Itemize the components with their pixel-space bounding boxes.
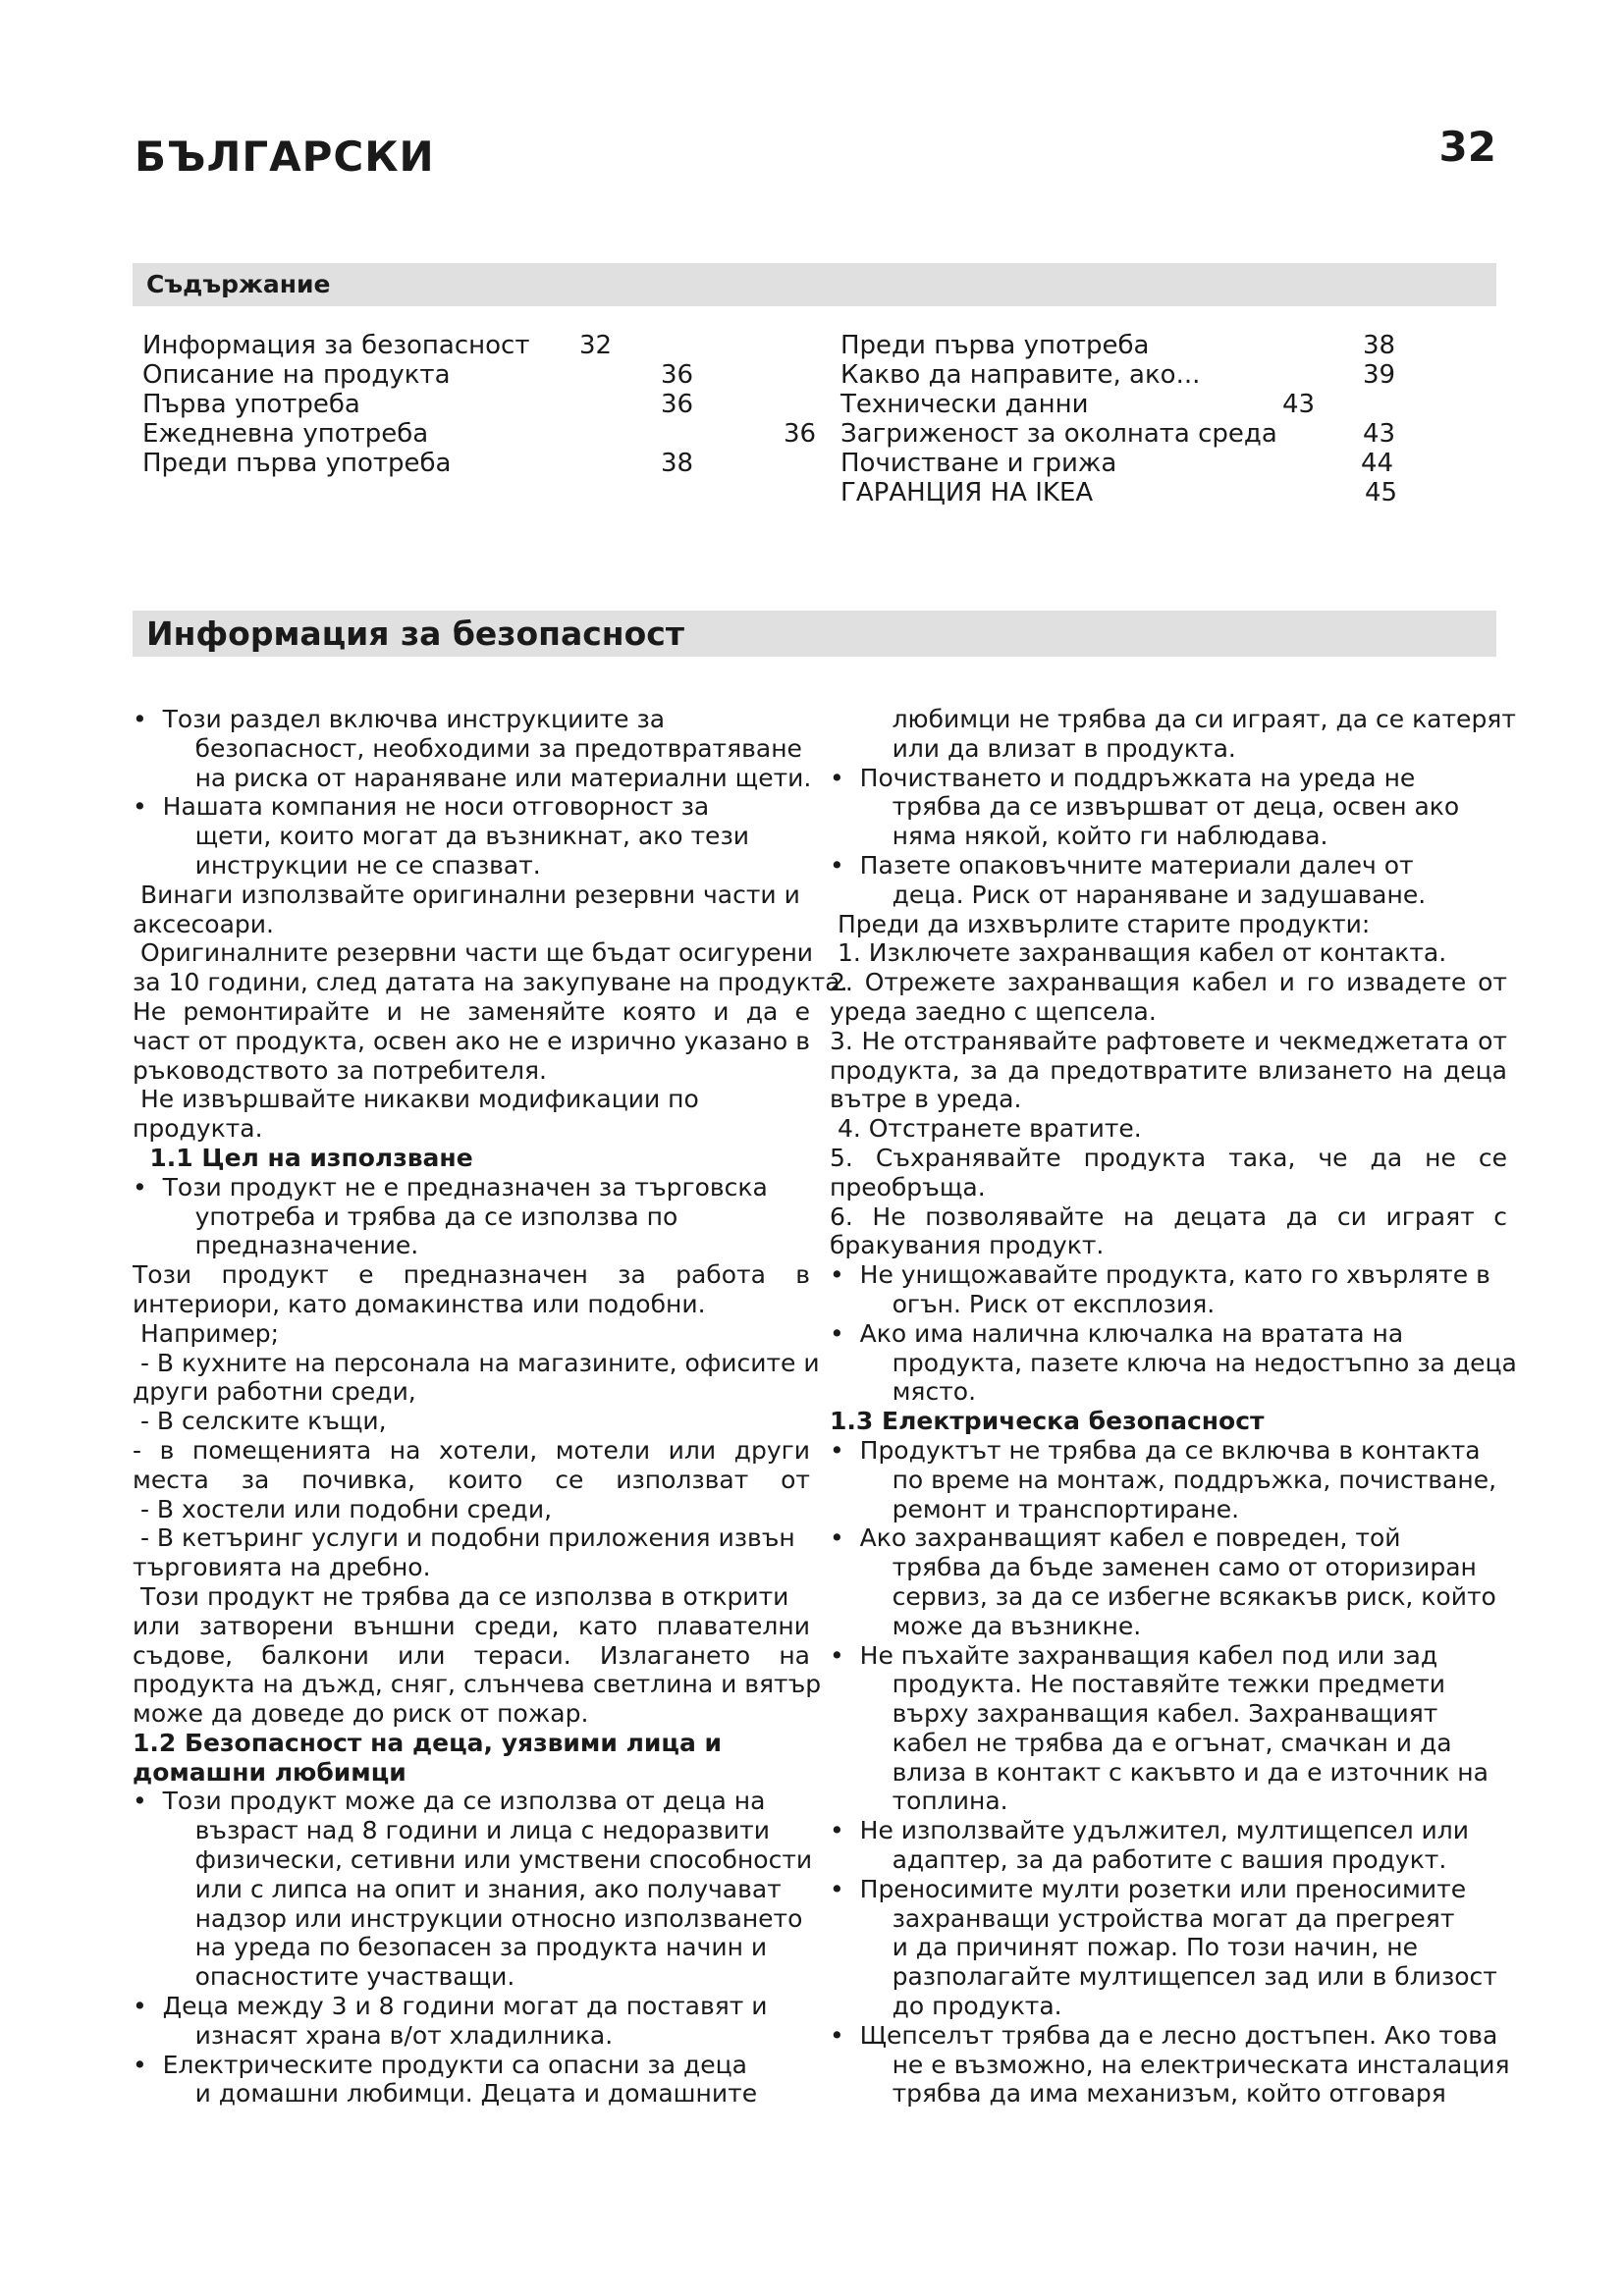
- text-line: • Нашата компания не носи отговорност за: [133, 792, 710, 822]
- text-line: вътре в уреда.: [830, 1085, 1022, 1114]
- text-line: или затворени външни среди, като плавателни: [133, 1611, 810, 1640]
- toc-entry[interactable]: [142, 419, 820, 449]
- text-line: за 10 години, след датата на закупуване на продукта.: [133, 968, 848, 997]
- text-line: сервиз, за да се избегне всякакъв риск, който: [830, 1581, 1496, 1611]
- text-line: безопасност, необходими за предотвратяване: [133, 733, 802, 763]
- text-line: 1. Изключете захранващия кабел от контакта.: [830, 938, 1447, 968]
- text-line: огън. Риск от експлозия.: [830, 1289, 1216, 1318]
- text-line: няма някой, който ги наблюдава.: [830, 822, 1328, 851]
- toc-entry-page: 36: [661, 360, 694, 390]
- toc-entry-label: ГАРАНЦИЯ НА IKEA: [840, 478, 1094, 507]
- toc-entry[interactable]: [840, 331, 1400, 360]
- safety-text-left-column: [133, 705, 848, 2109]
- text-line: други работни среди,: [133, 1377, 416, 1407]
- text-line: - В кетъринг услуги и подобни приложения извън: [133, 1523, 795, 1553]
- text-line: Не ремонтирайте и не заменяйте която и да е: [133, 996, 810, 1026]
- text-line: любимци не трябва да си играят, да се катерят: [830, 705, 1516, 733]
- text-line: по време на монтаж, поддръжка, почистване,: [830, 1465, 1497, 1494]
- text-line: • Пазете опаковъчните материали далеч от: [830, 850, 1414, 880]
- text-line: място.: [830, 1377, 977, 1407]
- subsection-heading: 1.3 Електрическа безопасност: [830, 1407, 1265, 1436]
- text-line: • Този раздел включва инструкциите за: [133, 705, 666, 733]
- text-line: щети, които могат да възникнат, ако тези: [133, 822, 749, 851]
- text-line: Този продукт е предназначен за работа в: [133, 1260, 810, 1290]
- subsection-heading: 1.2 Безопасност на деца, уязвими лица и: [133, 1728, 723, 1757]
- text-line: деца. Риск от нараняване и задушаване.: [830, 880, 1427, 909]
- text-line: 3. Не отстранявайте рафтовете и чекмеджетата от: [830, 1026, 1507, 1055]
- toc-entry-page: 38: [661, 449, 694, 478]
- safety-text-right-column: [830, 705, 1517, 2109]
- text-line: влиза в контакт с какъвто и да е източник на: [830, 1757, 1489, 1787]
- text-line: • Не използвайте удължител, мултищепсел или: [830, 1816, 1469, 1845]
- toc-entry[interactable]: [840, 449, 1400, 478]
- toc-entry[interactable]: [840, 419, 1400, 449]
- toc-entry[interactable]: [142, 360, 692, 390]
- text-line: • Ако има налична ключалка на вратата на: [830, 1318, 1404, 1348]
- language-heading: БЪЛГАРСКИ: [135, 133, 435, 181]
- toc-entry-page: 43: [1363, 419, 1396, 449]
- toc-entry-page: 36: [784, 419, 817, 449]
- text-line: върху захранващия кабел. Захранващият: [830, 1699, 1438, 1729]
- text-line: физически, сетивни или умствени способности: [133, 1845, 813, 1875]
- text-line: употреба и трябва да се използва по: [133, 1201, 678, 1231]
- toc-entry-label: Преди първа употреба: [840, 331, 1150, 360]
- text-line: изнасят храна в/от хладилника.: [133, 2020, 614, 2050]
- text-line: захранващи устройства могат да прегреят: [830, 1903, 1455, 1933]
- text-line: • Този продукт не е предназначен за търговска: [133, 1172, 768, 1201]
- text-line: Не извършвайте никакви модификации по: [133, 1085, 699, 1114]
- text-line: или да влизат в продукта.: [830, 733, 1236, 763]
- text-line: бракувания продукт.: [830, 1231, 1105, 1260]
- text-line: ръководството за потребителя.: [133, 1055, 547, 1085]
- toc-entry-label: Преди първа употреба: [142, 449, 452, 478]
- text-line: • Този продукт може да се използва от деца на: [133, 1787, 766, 1816]
- text-line: може да възникне.: [830, 1611, 1142, 1640]
- text-line: • Преносимите мулти розетки или преносимите: [830, 1874, 1467, 1903]
- subsection-heading: домашни любимци: [133, 1757, 406, 1787]
- text-line: 2. Отрежете захранващия кабел и го извадете от: [830, 968, 1507, 997]
- page-number: 32: [1438, 123, 1496, 171]
- text-line: ремонт и транспортиране.: [830, 1494, 1240, 1523]
- toc-title: Съдържание: [146, 270, 331, 298]
- text-line: 4. Отстранете вратите.: [830, 1114, 1142, 1144]
- toc-entry[interactable]: [840, 390, 1400, 419]
- text-line: - В селските къщи,: [133, 1407, 387, 1436]
- text-line: аксесоари.: [133, 909, 274, 938]
- text-line: Например;: [133, 1318, 280, 1348]
- text-line: продукта на дъжд, сняг, слънчева светлина и вятър: [133, 1670, 822, 1699]
- text-line: • Ако захранващият кабел е повреден, той: [830, 1523, 1401, 1553]
- text-line: и да причинят пожар. По този начин, не: [830, 1933, 1418, 1962]
- text-line: • Не унищожавайте продукта, като го хвърляте в: [830, 1260, 1490, 1290]
- text-line: - в помещенията на хотели, мотели или други: [133, 1435, 810, 1465]
- safety-section-title: Информация за безопасност: [146, 614, 684, 653]
- toc-entry-page: 36: [661, 390, 694, 419]
- text-line: трябва да има механизъм, който отговаря: [830, 2079, 1446, 2109]
- text-line: уреда заедно с щепсела.: [830, 996, 1157, 1026]
- toc-entry[interactable]: [142, 449, 692, 478]
- toc-entry-label: Информация за безопасност: [142, 331, 530, 360]
- toc-entry-label: Почистване и грижа: [840, 449, 1117, 478]
- text-line: част от продукта, освен ако не е изрично указано в: [133, 1026, 810, 1055]
- text-line: трябва да бъде заменен само от оторизиран: [830, 1553, 1477, 1582]
- text-line: Този продукт не трябва да се използва в открити: [133, 1581, 789, 1611]
- text-line: преобръща.: [830, 1172, 986, 1201]
- text-line: и домашни любимци. Децата и домашните: [133, 2079, 758, 2109]
- text-line: продукта, пазете ключа на недостъпно за деца: [830, 1348, 1517, 1377]
- toc-entry-label: Технически данни: [840, 390, 1089, 419]
- text-line: предназначение.: [133, 1231, 419, 1260]
- toc-entry-page: 32: [579, 331, 613, 360]
- text-line: • Деца между 3 и 8 години могат да поставят и: [133, 1992, 768, 2021]
- subsection-heading: 1.1 Цел на използване: [133, 1143, 473, 1172]
- text-line: може да доведе до риск от пожар.: [133, 1699, 589, 1729]
- toc-entry-page: 43: [1282, 390, 1316, 419]
- toc-entry[interactable]: [142, 390, 692, 419]
- text-line: опасностите участващи.: [133, 1962, 515, 1992]
- text-line: • Електрическите продукти са опасни за деца: [133, 2050, 747, 2079]
- text-line: - В хостели или подобни среди,: [133, 1494, 553, 1523]
- toc-entry-page: 44: [1361, 449, 1394, 478]
- toc-header-bar: [133, 263, 1496, 306]
- text-line: инструкции не се спазват.: [133, 850, 541, 880]
- text-line: топлина.: [830, 1787, 1008, 1816]
- text-line: продукта, за да предотвратите влизането на деца: [830, 1055, 1507, 1085]
- toc-entry[interactable]: [840, 360, 1400, 390]
- text-line: 6. Не позволявайте на децата да си играят с: [830, 1201, 1507, 1231]
- text-line: продукта. Не поставяйте тежки предмети: [830, 1670, 1446, 1699]
- text-line: надзор или инструкции относно използването: [133, 1903, 803, 1933]
- text-line: до продукта.: [830, 1992, 1062, 2021]
- text-line: съдове, балкони или тераси. Излагането на: [133, 1640, 810, 1670]
- text-line: възраст над 8 години и лица с недоразвити: [133, 1816, 770, 1845]
- toc-entry-page: 38: [1363, 331, 1396, 360]
- text-line: - В кухните на персонала на магазините, офисите и: [133, 1348, 820, 1377]
- text-line: на риска от нараняване или материални щети.: [133, 763, 812, 792]
- toc-entry-label: Описание на продукта: [142, 360, 451, 390]
- toc-entry-page: 39: [1363, 360, 1396, 390]
- text-line: места за почивка, които се използват от: [133, 1465, 810, 1494]
- text-line: Оригиналните резервни части ще бъдат осигурени: [133, 938, 814, 968]
- toc-entry[interactable]: [142, 331, 614, 360]
- text-line: Винаги използвайте оригинални резервни части и: [133, 880, 800, 909]
- text-line: • Щепселът трябва да е лесно достъпен. Ако това: [830, 2020, 1498, 2050]
- safety-header-bar: [133, 611, 1496, 657]
- text-line: разполагайте мултищепсел зад или в близост: [830, 1962, 1497, 1992]
- text-line: трябва да се извършват от деца, освен ако: [830, 792, 1460, 822]
- text-line: • Не пъхайте захранващия кабел под или зад: [830, 1640, 1438, 1670]
- toc-entry-label: Загриженост за околната среда: [840, 419, 1277, 449]
- toc-entry-label: Какво да направите, ако...: [840, 360, 1201, 390]
- text-line: кабел не трябва да е огънат, смачкан и да: [830, 1728, 1452, 1757]
- toc-entry-label: Първа употреба: [142, 390, 360, 419]
- text-line: интериори, като домакинства или подобни.: [133, 1289, 706, 1318]
- toc-entry-page: 45: [1365, 478, 1398, 507]
- text-line: • Почистването и поддръжката на уреда не: [830, 763, 1416, 792]
- text-line: продукта.: [133, 1114, 263, 1144]
- text-line: Преди да изхвърлите старите продукти:: [830, 909, 1371, 938]
- text-line: 5. Съхранявайте продукта така, че да не се: [830, 1143, 1507, 1172]
- text-line: • Продуктът не трябва да се включва в контакта: [830, 1435, 1481, 1465]
- text-line: на уреда по безопасен за продукта начин и: [133, 1933, 768, 1962]
- text-line: или с липса на опит и знания, ако получават: [133, 1874, 782, 1903]
- text-line: търговията на дребно.: [133, 1553, 431, 1582]
- text-line: не е възможно, на електрическата инсталация: [830, 2050, 1510, 2079]
- toc-entry-label: Ежедневна употреба: [142, 419, 429, 449]
- toc-entry[interactable]: [840, 478, 1400, 507]
- text-line: адаптер, за да работите с вашия продукт.: [830, 1845, 1447, 1875]
